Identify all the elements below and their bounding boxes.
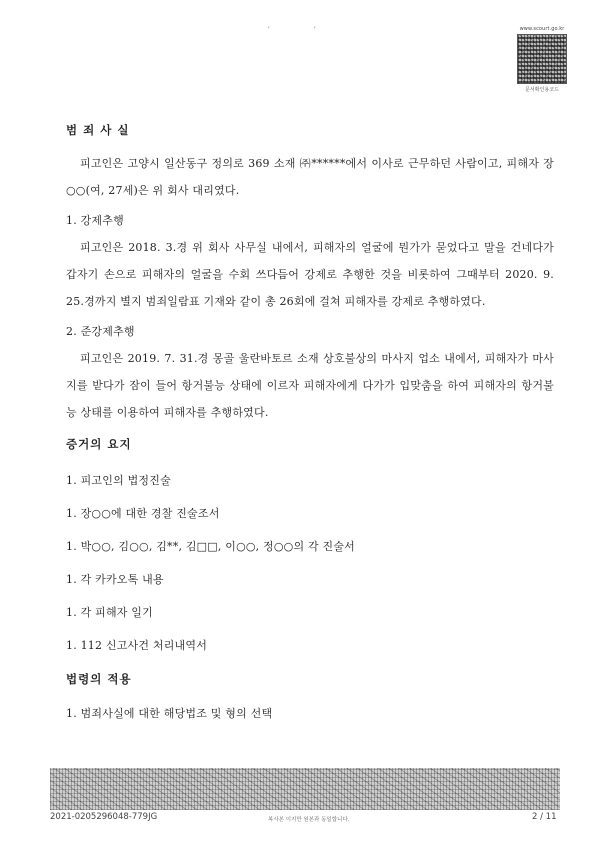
qr-url: www.scourt.go.kr <box>519 26 565 32</box>
section-title-crime-facts: 범 죄 사 실 <box>66 123 130 137</box>
qr-block <box>516 26 568 93</box>
scan-mark: ' <box>268 26 270 33</box>
crime-item-1-text: 피고인은 2018. 3.경 위 회사 사무실 내에서, 피해자의 얼굴에 뭔가가 묻었다고 말을 건네다가 갑자기 손으로 피해자의 얼굴을 수회 쓰다듬어 강제로 추행한 것을 비롯하여 그때부터 2020. 9. 25.경까지 별지 범죄일람표 기재와 같이 총 26회에 걸쳐 피해자를 강제로 추행하였다. <box>66 241 554 308</box>
crime-item-1-title: 1. 강제추행 <box>66 214 124 227</box>
evidence-item: 1. 피고인의 법정진술 <box>66 474 171 487</box>
page-number: 2 / 11 <box>532 812 557 822</box>
evidence-item: 1. 각 피해자 일기 <box>66 606 153 619</box>
evidence-item: 1. 박○○, 김○○, 김**, 김□□, 이○○, 정○○의 각 진술서 <box>66 540 356 553</box>
section-title-evidence: 증거의 요지 <box>66 437 132 451</box>
law-item: 1. 범죄사실에 대한 해당법조 및 형의 선택 <box>66 707 273 720</box>
document-id: 2021-0205296048-779JG <box>50 812 158 822</box>
crime-item-2-text: 피고인은 2019. 7. 31.경 몽골 울란바토르 소재 상호불상의 마사지 업소 내에서, 피해자가 마사지를 받다가 잠이 들어 항거불능 상태에 이르자 피해자에게 다가가 입맞춤을 하여 피해자의 항거불능 상태를 이용하여 피해자를 추행하였다. <box>66 352 554 419</box>
evidence-item: 1. 장○○에 대한 경찰 진술조서 <box>66 507 220 520</box>
evidence-item: 1. 112 신고사건 처리내역서 <box>66 639 208 652</box>
qr-code-icon <box>517 34 567 84</box>
crime-facts-intro: 피고인은 고양시 일산동구 정의로 369 소재 ㈜******에서 이사로 근무하던 사람이고, 피해자 장○○(여, 27세)은 위 회사 대리였다. <box>66 157 554 197</box>
qr-caption: 문서확인용코드 <box>525 87 559 93</box>
redaction-noise-band <box>50 768 560 810</box>
scan-mark: ' <box>314 26 316 33</box>
footer-note: 복사본 이지만 원본과 동일합니다. <box>268 817 350 823</box>
evidence-item: 1. 각 카카오톡 내용 <box>66 573 164 586</box>
crime-item-2-title: 2. 준강제추행 <box>66 325 135 338</box>
section-title-law: 법령의 적용 <box>66 672 132 686</box>
document-body <box>66 122 554 721</box>
